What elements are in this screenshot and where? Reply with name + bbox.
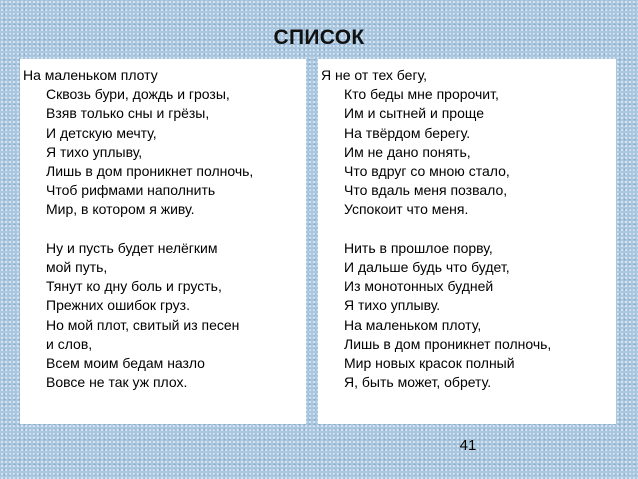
poem-first-line: На маленьком плоту <box>23 67 158 83</box>
poem-line: Вовсе не так уж плох. <box>46 374 188 391</box>
poem-line: Нить в прошлое порву, <box>344 239 493 256</box>
poem-line: Всем моим бедам назло <box>46 355 205 372</box>
stanza-gap <box>20 220 306 239</box>
poem-line: Я, быть может, обрету. <box>344 374 492 391</box>
stanza-gap <box>318 220 616 239</box>
left-text-panel <box>20 59 306 424</box>
poem-line: Что вдруг со мною стало, <box>344 163 510 180</box>
right-text-panel <box>318 59 616 424</box>
poem-line: мой путь, <box>46 259 108 276</box>
poem-line: Сквозь бури, дождь и грозы, <box>46 86 230 103</box>
poem-line: Прежних ошибок груз. <box>46 297 190 314</box>
poem-line: И детскую мечту, <box>46 124 157 141</box>
poem-line: Лишь в дом проникнет полночь, <box>344 335 552 352</box>
poem-line: Мир, в котором я живу. <box>46 201 195 218</box>
poem-line: Им не дано понять, <box>344 143 471 160</box>
poem-line: И дальше будь что будет, <box>344 259 510 276</box>
poem-line: Им и сытней и проще <box>344 105 484 122</box>
poem-line: Ну и пусть будет нелёгким <box>46 239 218 256</box>
poem-line: Из монотонных будней <box>344 278 494 295</box>
poem-line: На маленьком плоту, <box>344 316 482 333</box>
poem-line: Что вдаль меня позвало, <box>344 182 508 199</box>
poem-line: Мир новых красок полный <box>344 355 515 372</box>
poem-first-line: Я не от тех бегу, <box>321 67 428 83</box>
poem-line: Успокоит что меня. <box>344 201 469 218</box>
poem-line: Чтоб рифмами наполнить <box>46 182 216 199</box>
poem-line: Тянут ко дну боль и грусть, <box>46 278 222 295</box>
poem-line: Но мой плот, свитый из песен <box>46 316 240 333</box>
page-number: 41 <box>459 437 477 454</box>
poem-line: Кто беды мне пророчит, <box>344 86 499 103</box>
slide-title: СПИСОК <box>273 26 365 49</box>
poem-line: и слов, <box>46 335 93 352</box>
poem-line: Я тихо уплыву, <box>46 143 143 160</box>
poem-line: Взяв только сны и грёзы, <box>46 105 210 122</box>
poem-line: Я тихо уплыву. <box>344 297 441 314</box>
poem-line: На твёрдом берегу. <box>344 124 471 141</box>
poem-line: Лишь в дом проникнет полночь, <box>46 163 254 180</box>
